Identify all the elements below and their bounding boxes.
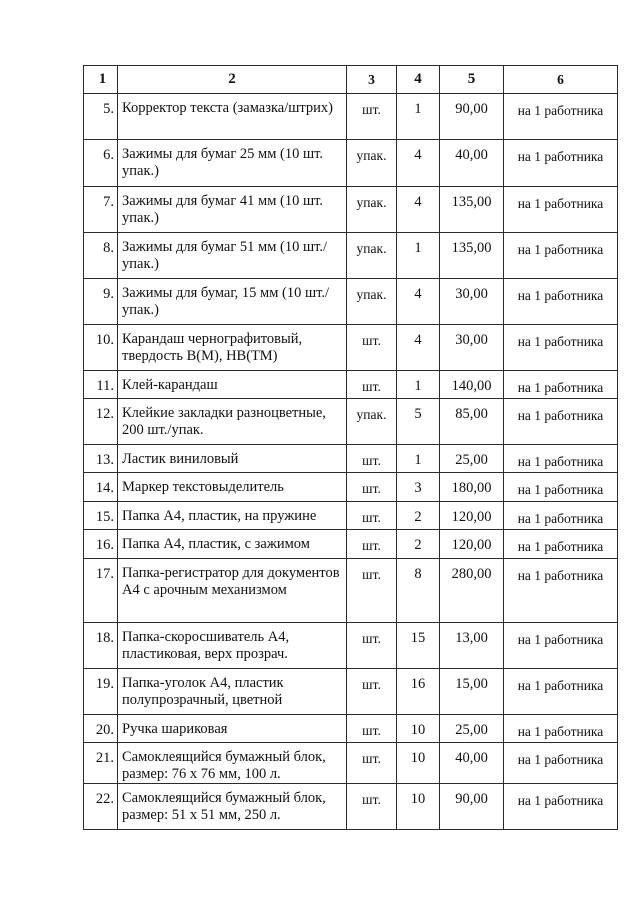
- quantity-cell: 10: [397, 743, 440, 784]
- price-cell: 13,00: [440, 623, 504, 669]
- table-row: [84, 325, 618, 371]
- table-row: [84, 559, 618, 623]
- unit-cell: упак.: [347, 279, 397, 325]
- norm-cell: на 1 работника: [504, 445, 618, 473]
- unit-cell: шт.: [347, 559, 397, 623]
- quantity-cell: 1: [397, 94, 440, 140]
- price-cell: 25,00: [440, 445, 504, 473]
- col-header-1: 1: [84, 66, 118, 94]
- item-name: Ручка шариковая: [118, 715, 347, 743]
- norm-cell: на 1 работника: [504, 669, 618, 715]
- price-cell: 30,00: [440, 279, 504, 325]
- table-row: [84, 371, 618, 399]
- quantity-cell: 5: [397, 399, 440, 445]
- table-row: [84, 233, 618, 279]
- norm-cell: на 1 работника: [504, 743, 618, 784]
- table-row: [84, 399, 618, 445]
- quantity-cell: 4: [397, 279, 440, 325]
- norm-cell: на 1 работника: [504, 140, 618, 187]
- row-number: 22.: [84, 784, 118, 830]
- unit-cell: шт.: [347, 502, 397, 530]
- unit-cell: упак.: [347, 187, 397, 233]
- col-header-6: 6: [504, 66, 618, 94]
- norm-cell: на 1 работника: [504, 187, 618, 233]
- row-number: 5.: [84, 94, 118, 140]
- norm-cell: на 1 работника: [504, 784, 618, 830]
- item-name: Клей-карандаш: [118, 371, 347, 399]
- table-row: [84, 279, 618, 325]
- unit-cell: шт.: [347, 94, 397, 140]
- table-row: [84, 623, 618, 669]
- item-name: Клейкие закладки разноцветные, 200 шт./упак.: [118, 399, 347, 445]
- quantity-cell: 2: [397, 502, 440, 530]
- norm-cell: на 1 работника: [504, 94, 618, 140]
- unit-cell: шт.: [347, 530, 397, 559]
- price-cell: 25,00: [440, 715, 504, 743]
- row-number: 7.: [84, 187, 118, 233]
- norm-cell: на 1 работника: [504, 325, 618, 371]
- item-name: Зажимы для бумаг 25 мм (10 шт. упак.): [118, 140, 347, 187]
- unit-cell: шт.: [347, 445, 397, 473]
- col-header-5: 5: [440, 66, 504, 94]
- table-row: [84, 530, 618, 559]
- table-row: [84, 94, 618, 140]
- quantity-cell: 4: [397, 140, 440, 187]
- row-number: 13.: [84, 445, 118, 473]
- table-row: [84, 187, 618, 233]
- item-name: Папка А4, пластик, с зажимом: [118, 530, 347, 559]
- unit-cell: упак.: [347, 399, 397, 445]
- table-row: [84, 502, 618, 530]
- row-number: 21.: [84, 743, 118, 784]
- quantity-cell: 10: [397, 715, 440, 743]
- row-number: 11.: [84, 371, 118, 399]
- quantity-cell: 15: [397, 623, 440, 669]
- row-number: 14.: [84, 473, 118, 502]
- table-row: [84, 140, 618, 187]
- price-cell: 140,00: [440, 371, 504, 399]
- unit-cell: упак.: [347, 233, 397, 279]
- supplies-table: [83, 65, 618, 830]
- row-number: 12.: [84, 399, 118, 445]
- unit-cell: шт.: [347, 669, 397, 715]
- item-name: Самоклеящийся бумажный блок, размер: 76 х 76 мм, 100 л.: [118, 743, 347, 784]
- row-number: 9.: [84, 279, 118, 325]
- norm-cell: на 1 работника: [504, 233, 618, 279]
- item-name: Зажимы для бумаг, 15 мм (10 шт./упак.): [118, 279, 347, 325]
- item-name: Папка-скоросшиватель А4, пластиковая, верх прозрач.: [118, 623, 347, 669]
- item-name: Карандаш чернографитовый, твердость В(М), НВ(ТМ): [118, 325, 347, 371]
- unit-cell: шт.: [347, 784, 397, 830]
- price-cell: 90,00: [440, 784, 504, 830]
- quantity-cell: 10: [397, 784, 440, 830]
- price-cell: 280,00: [440, 559, 504, 623]
- unit-cell: шт.: [347, 371, 397, 399]
- row-number: 8.: [84, 233, 118, 279]
- item-name: Папка-регистратор для документов А4 с арочным механизмом: [118, 559, 347, 623]
- col-header-4: 4: [397, 66, 440, 94]
- table-row: [84, 743, 618, 784]
- price-cell: 135,00: [440, 187, 504, 233]
- price-cell: 90,00: [440, 94, 504, 140]
- table-row: [84, 784, 618, 830]
- table-body: [84, 94, 618, 830]
- table-row: [84, 715, 618, 743]
- row-number: 20.: [84, 715, 118, 743]
- price-cell: 135,00: [440, 233, 504, 279]
- norm-cell: на 1 работника: [504, 279, 618, 325]
- header-row: [84, 66, 618, 94]
- row-number: 17.: [84, 559, 118, 623]
- price-cell: 40,00: [440, 140, 504, 187]
- unit-cell: шт.: [347, 623, 397, 669]
- norm-cell: на 1 работника: [504, 399, 618, 445]
- row-number: 18.: [84, 623, 118, 669]
- col-header-3: 3: [347, 66, 397, 94]
- row-number: 19.: [84, 669, 118, 715]
- unit-cell: шт.: [347, 473, 397, 502]
- table-row: [84, 445, 618, 473]
- item-name: Зажимы для бумаг 41 мм (10 шт. упак.): [118, 187, 347, 233]
- item-name: Папка-уголок А4, пластик полупрозрачный, цветной: [118, 669, 347, 715]
- quantity-cell: 4: [397, 187, 440, 233]
- norm-cell: на 1 работника: [504, 530, 618, 559]
- norm-cell: на 1 работника: [504, 715, 618, 743]
- price-cell: 40,00: [440, 743, 504, 784]
- price-cell: 120,00: [440, 502, 504, 530]
- item-name: Папка А4, пластик, на пружине: [118, 502, 347, 530]
- quantity-cell: 8: [397, 559, 440, 623]
- row-number: 10.: [84, 325, 118, 371]
- row-number: 15.: [84, 502, 118, 530]
- quantity-cell: 1: [397, 445, 440, 473]
- row-number: 6.: [84, 140, 118, 187]
- norm-cell: на 1 работника: [504, 502, 618, 530]
- item-name: Маркер текстовыделитель: [118, 473, 347, 502]
- item-name: Корректор текста (замазка/штрих): [118, 94, 347, 140]
- unit-cell: шт.: [347, 715, 397, 743]
- table-row: [84, 669, 618, 715]
- price-cell: 15,00: [440, 669, 504, 715]
- quantity-cell: 1: [397, 371, 440, 399]
- item-name: Зажимы для бумаг 51 мм (10 шт./упак.): [118, 233, 347, 279]
- price-cell: 30,00: [440, 325, 504, 371]
- price-cell: 85,00: [440, 399, 504, 445]
- norm-cell: на 1 работника: [504, 473, 618, 502]
- row-number: 16.: [84, 530, 118, 559]
- norm-cell: на 1 работника: [504, 371, 618, 399]
- norm-cell: на 1 работника: [504, 559, 618, 623]
- quantity-cell: 2: [397, 530, 440, 559]
- table-row: [84, 473, 618, 502]
- quantity-cell: 16: [397, 669, 440, 715]
- price-cell: 180,00: [440, 473, 504, 502]
- item-name: Самоклеящийся бумажный блок, размер: 51 х 51 мм, 250 л.: [118, 784, 347, 830]
- item-name: Ластик виниловый: [118, 445, 347, 473]
- quantity-cell: 3: [397, 473, 440, 502]
- price-cell: 120,00: [440, 530, 504, 559]
- quantity-cell: 4: [397, 325, 440, 371]
- col-header-2: 2: [118, 66, 347, 94]
- quantity-cell: 1: [397, 233, 440, 279]
- unit-cell: упак.: [347, 140, 397, 187]
- unit-cell: шт.: [347, 325, 397, 371]
- unit-cell: шт.: [347, 743, 397, 784]
- norm-cell: на 1 работника: [504, 623, 618, 669]
